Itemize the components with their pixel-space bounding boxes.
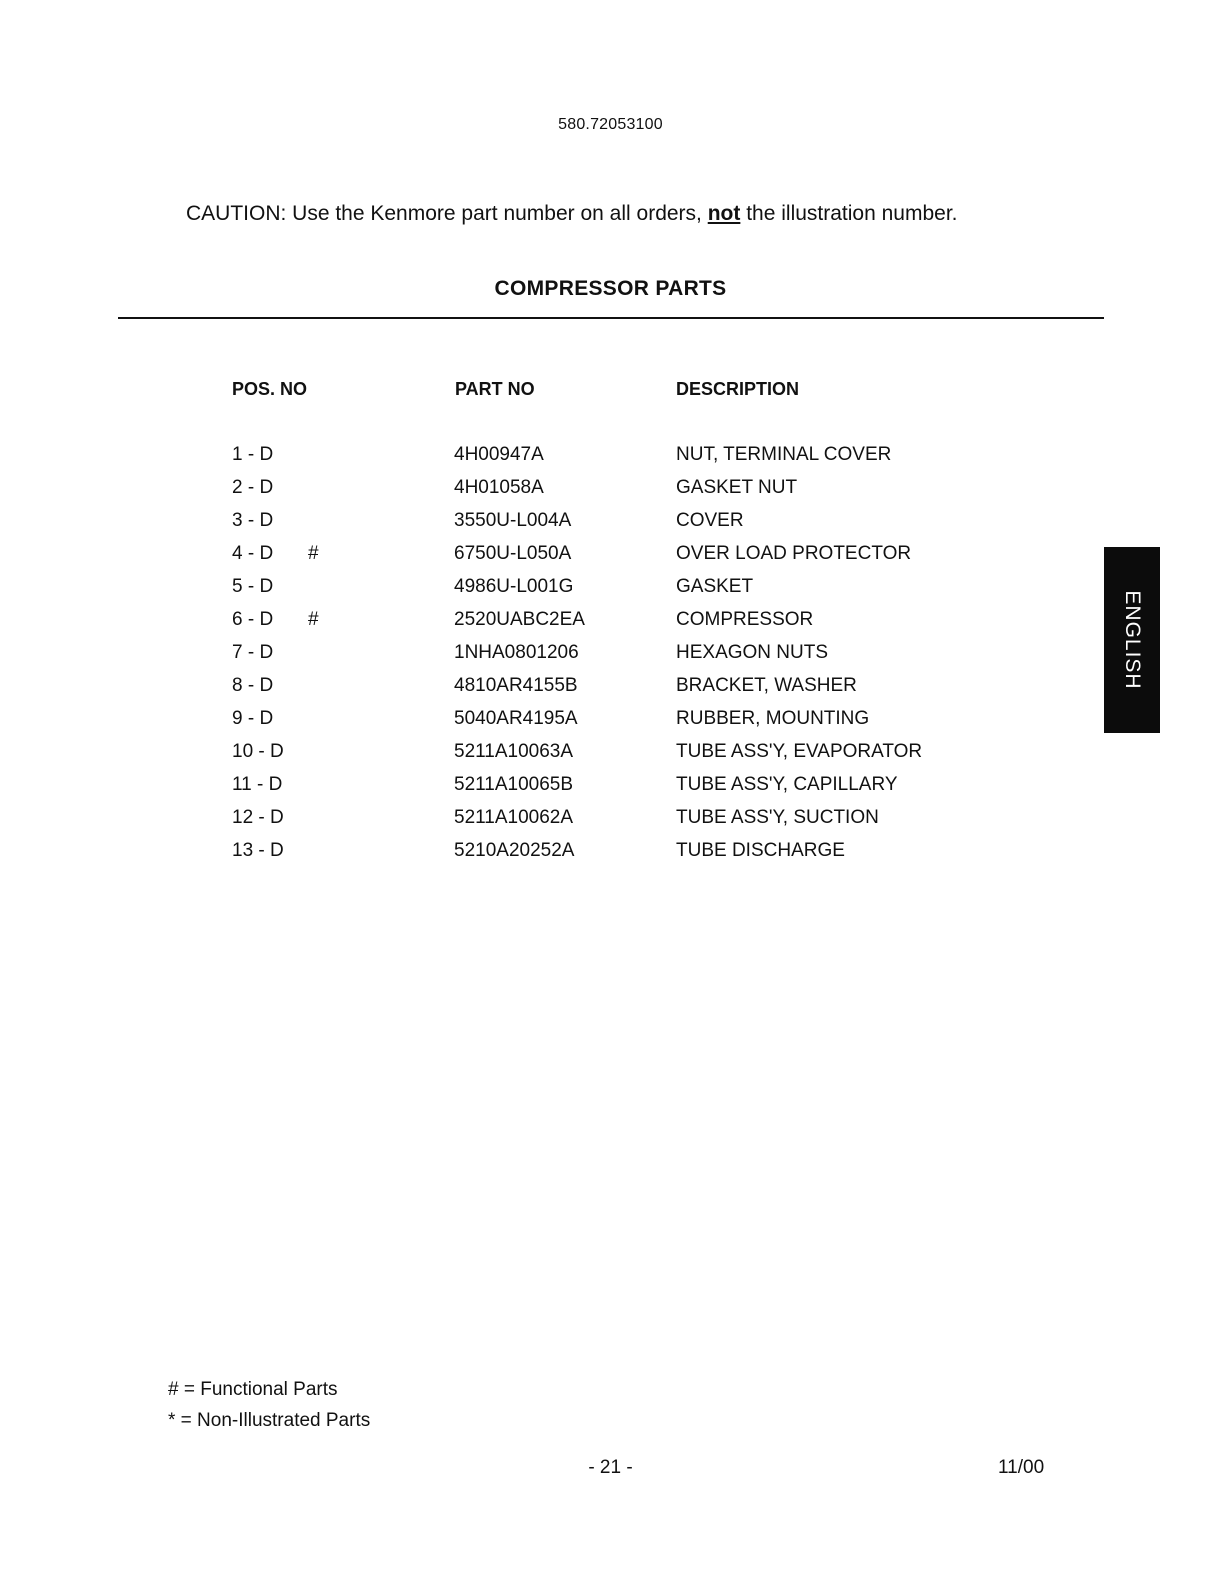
- description-cell: TUBE ASS'Y, EVAPORATOR: [676, 741, 923, 762]
- date-code: 11/00: [998, 1457, 1045, 1478]
- caution-text-start: CAUTION: Use the Kenmore part number on all orders,: [186, 202, 708, 225]
- pos-no-cell: 7 - D: [232, 642, 274, 663]
- pos-no-cell: 4 - D: [232, 543, 274, 564]
- language-tab: [1104, 547, 1160, 733]
- part-no-cell: 5210A20252A: [454, 840, 575, 861]
- part-no-cell: 4986U-L001G: [454, 576, 574, 597]
- part-no-cell: 2520UABC2EA: [454, 609, 585, 630]
- description-cell: OVER LOAD PROTECTOR: [676, 543, 912, 564]
- description-cell: RUBBER, MOUNTING: [676, 708, 870, 729]
- functional-mark: #: [308, 543, 319, 564]
- header-divider: [118, 317, 1104, 319]
- part-no-cell: 5040AR4195A: [454, 708, 578, 729]
- pos-no-cell: 3 - D: [232, 510, 274, 531]
- caution-note: [186, 202, 958, 226]
- part-no-cell: 5211A10062A: [454, 807, 574, 828]
- pos-no-cell: 6 - D: [232, 609, 274, 630]
- pos-no-cell: 1 - D: [232, 444, 274, 465]
- language-tab-label: ENGLISH: [1121, 590, 1144, 690]
- legend-non-illustrated-parts: * = Non-Illustrated Parts: [168, 1410, 371, 1431]
- functional-mark: #: [308, 609, 319, 630]
- description-cell: TUBE ASS'Y, SUCTION: [676, 807, 879, 828]
- pos-no-cell: 9 - D: [232, 708, 274, 729]
- parts-row: [0, 638, 1221, 671]
- column-header-part-no: PART NO: [455, 379, 535, 399]
- pos-no-cell: 12 - D: [232, 807, 284, 828]
- part-no-cell: 3550U-L004A: [454, 510, 572, 531]
- part-no-cell: 6750U-L050A: [454, 543, 572, 564]
- parts-row: [0, 803, 1221, 836]
- part-no-cell: 5211A10065B: [454, 774, 574, 795]
- caution-text-end: the illustration number.: [740, 202, 958, 225]
- description-cell: BRACKET, WASHER: [676, 675, 857, 696]
- description-cell: TUBE DISCHARGE: [676, 840, 845, 861]
- pos-no-cell: 5 - D: [232, 576, 274, 597]
- description-cell: HEXAGON NUTS: [676, 642, 829, 663]
- parts-row: [0, 572, 1221, 605]
- parts-row: [0, 671, 1221, 704]
- pos-no-cell: 13 - D: [232, 840, 284, 861]
- description-cell: COMPRESSOR: [676, 609, 814, 630]
- parts-row: [0, 704, 1221, 737]
- part-no-cell: 4810AR4155B: [454, 675, 578, 696]
- legend-functional-parts: # = Functional Parts: [168, 1379, 338, 1400]
- pos-no-cell: 11 - D: [232, 774, 283, 795]
- parts-row: [0, 770, 1221, 803]
- description-cell: GASKET: [676, 576, 754, 597]
- pos-no-cell: 2 - D: [232, 477, 274, 498]
- section-title: COMPRESSOR PARTS: [494, 277, 727, 300]
- part-no-cell: 4H00947A: [454, 444, 544, 465]
- part-no-cell: 4H01058A: [454, 477, 544, 498]
- column-header-pos-no: POS. NO: [232, 379, 308, 399]
- parts-row: [0, 473, 1221, 506]
- parts-list: [0, 440, 1221, 869]
- description-cell: GASKET NUT: [676, 477, 798, 498]
- parts-row: [0, 539, 1221, 572]
- page-number: - 21 -: [588, 1457, 633, 1478]
- description-cell: COVER: [676, 510, 744, 531]
- description-cell: TUBE ASS'Y, CAPILLARY: [676, 774, 898, 795]
- caution-emphasis: not: [707, 202, 741, 225]
- parts-row: [0, 836, 1221, 869]
- pos-no-cell: 8 - D: [232, 675, 274, 696]
- model-number: 580.72053100: [558, 116, 663, 133]
- pos-no-cell: 10 - D: [232, 741, 284, 762]
- description-cell: NUT, TERMINAL COVER: [676, 444, 892, 465]
- parts-row: [0, 506, 1221, 539]
- part-no-cell: 5211A10063A: [454, 741, 574, 762]
- part-no-cell: 1NHA0801206: [454, 642, 579, 663]
- parts-row: [0, 737, 1221, 770]
- parts-row: [0, 605, 1221, 638]
- column-header-description: DESCRIPTION: [676, 379, 800, 399]
- parts-row: [0, 440, 1221, 473]
